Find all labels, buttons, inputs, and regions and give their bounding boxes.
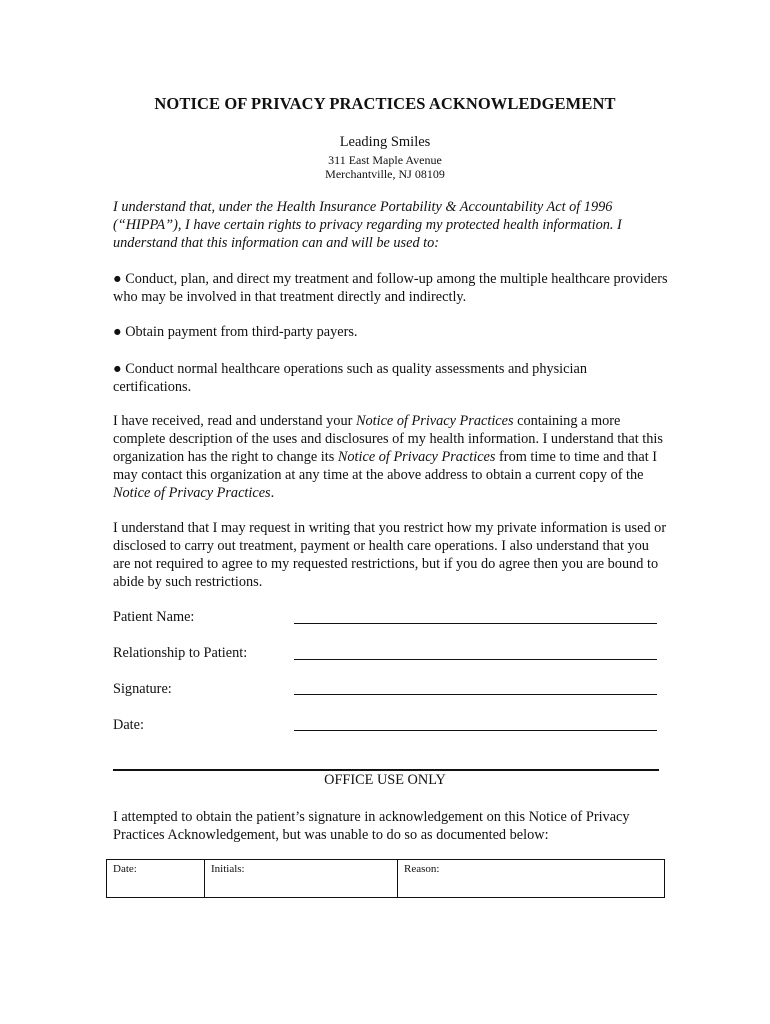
bullet-operations: ● Conduct normal healthcare operations such as quality assessments and physician certifications. [113, 361, 587, 395]
bullet-payment: ● Obtain payment from third-party payers. [113, 324, 358, 340]
received-text-2: containing a more complete description of the uses and disclosures of my health information. I understand that this organization has the right to change its [113, 413, 663, 465]
notice-reference-1: Notice of Privacy Practices [355, 413, 514, 429]
initials-cell[interactable]: Initials: [205, 860, 398, 898]
signature-line[interactable] [294, 694, 657, 695]
received-text-1: I have received, read and understand your [113, 413, 356, 429]
patient-name-label: Patient Name: [113, 609, 195, 625]
table-row [107, 860, 665, 898]
intro-paragraph: I understand that, under the Health Insurance Portability & Accountability Act of 1996 (“HIPPA”), I have certain rights to privacy regarding my protected health information. I understand that this information can and will be used to: [113, 199, 622, 251]
date-label: Date: [113, 717, 144, 733]
received-text-4: . [270, 485, 275, 501]
patient-name-line[interactable] [294, 623, 657, 624]
reason-cell[interactable]: Reason: [398, 860, 665, 898]
date-line[interactable] [294, 730, 657, 731]
office-log-table [106, 859, 665, 898]
received-text-3: from time to time and that I may contact this organization at any time at the above address to obtain a current copy of the [113, 449, 658, 483]
relationship-label: Relationship to Patient: [113, 645, 248, 661]
document-title: NOTICE OF PRIVACY PRACTICES ACKNOWLEDGEMENT [154, 94, 616, 113]
attempt-paragraph: I attempted to obtain the patient’s signature in acknowledgement on this Notice of Privacy Practices Acknowledgement, but was unable to do so as documented below: [113, 809, 630, 843]
relationship-line[interactable] [294, 659, 657, 660]
bullet-treatment: ● Conduct, plan, and direct my treatment and follow-up among the multiple healthcare providers who may be involved in that treatment directly and indirectly. [113, 271, 668, 305]
organization-address-line1: 311 East Maple Avenue [328, 153, 442, 167]
restriction-request-paragraph: I understand that I may request in writing that you restrict how my private information is used or disclosed to carry out treatment, payment or health care operations. I also understand that you are not required to agree to my requested restrictions, but if you do agree then you are bound to abide by such restrictions. [113, 520, 667, 590]
received-paragraph [113, 412, 668, 502]
organization-name: Leading Smiles [339, 134, 431, 150]
signature-label: Signature: [113, 681, 172, 697]
notice-reference-3: Notice of Privacy Practices [113, 485, 271, 501]
section-divider [113, 769, 659, 771]
notice-reference-2: Notice of Privacy Practices [337, 449, 496, 465]
organization-address-line2: Merchantville, NJ 08109 [325, 167, 445, 181]
office-use-title: OFFICE USE ONLY [324, 772, 446, 788]
date-cell[interactable]: Date: [107, 860, 205, 898]
